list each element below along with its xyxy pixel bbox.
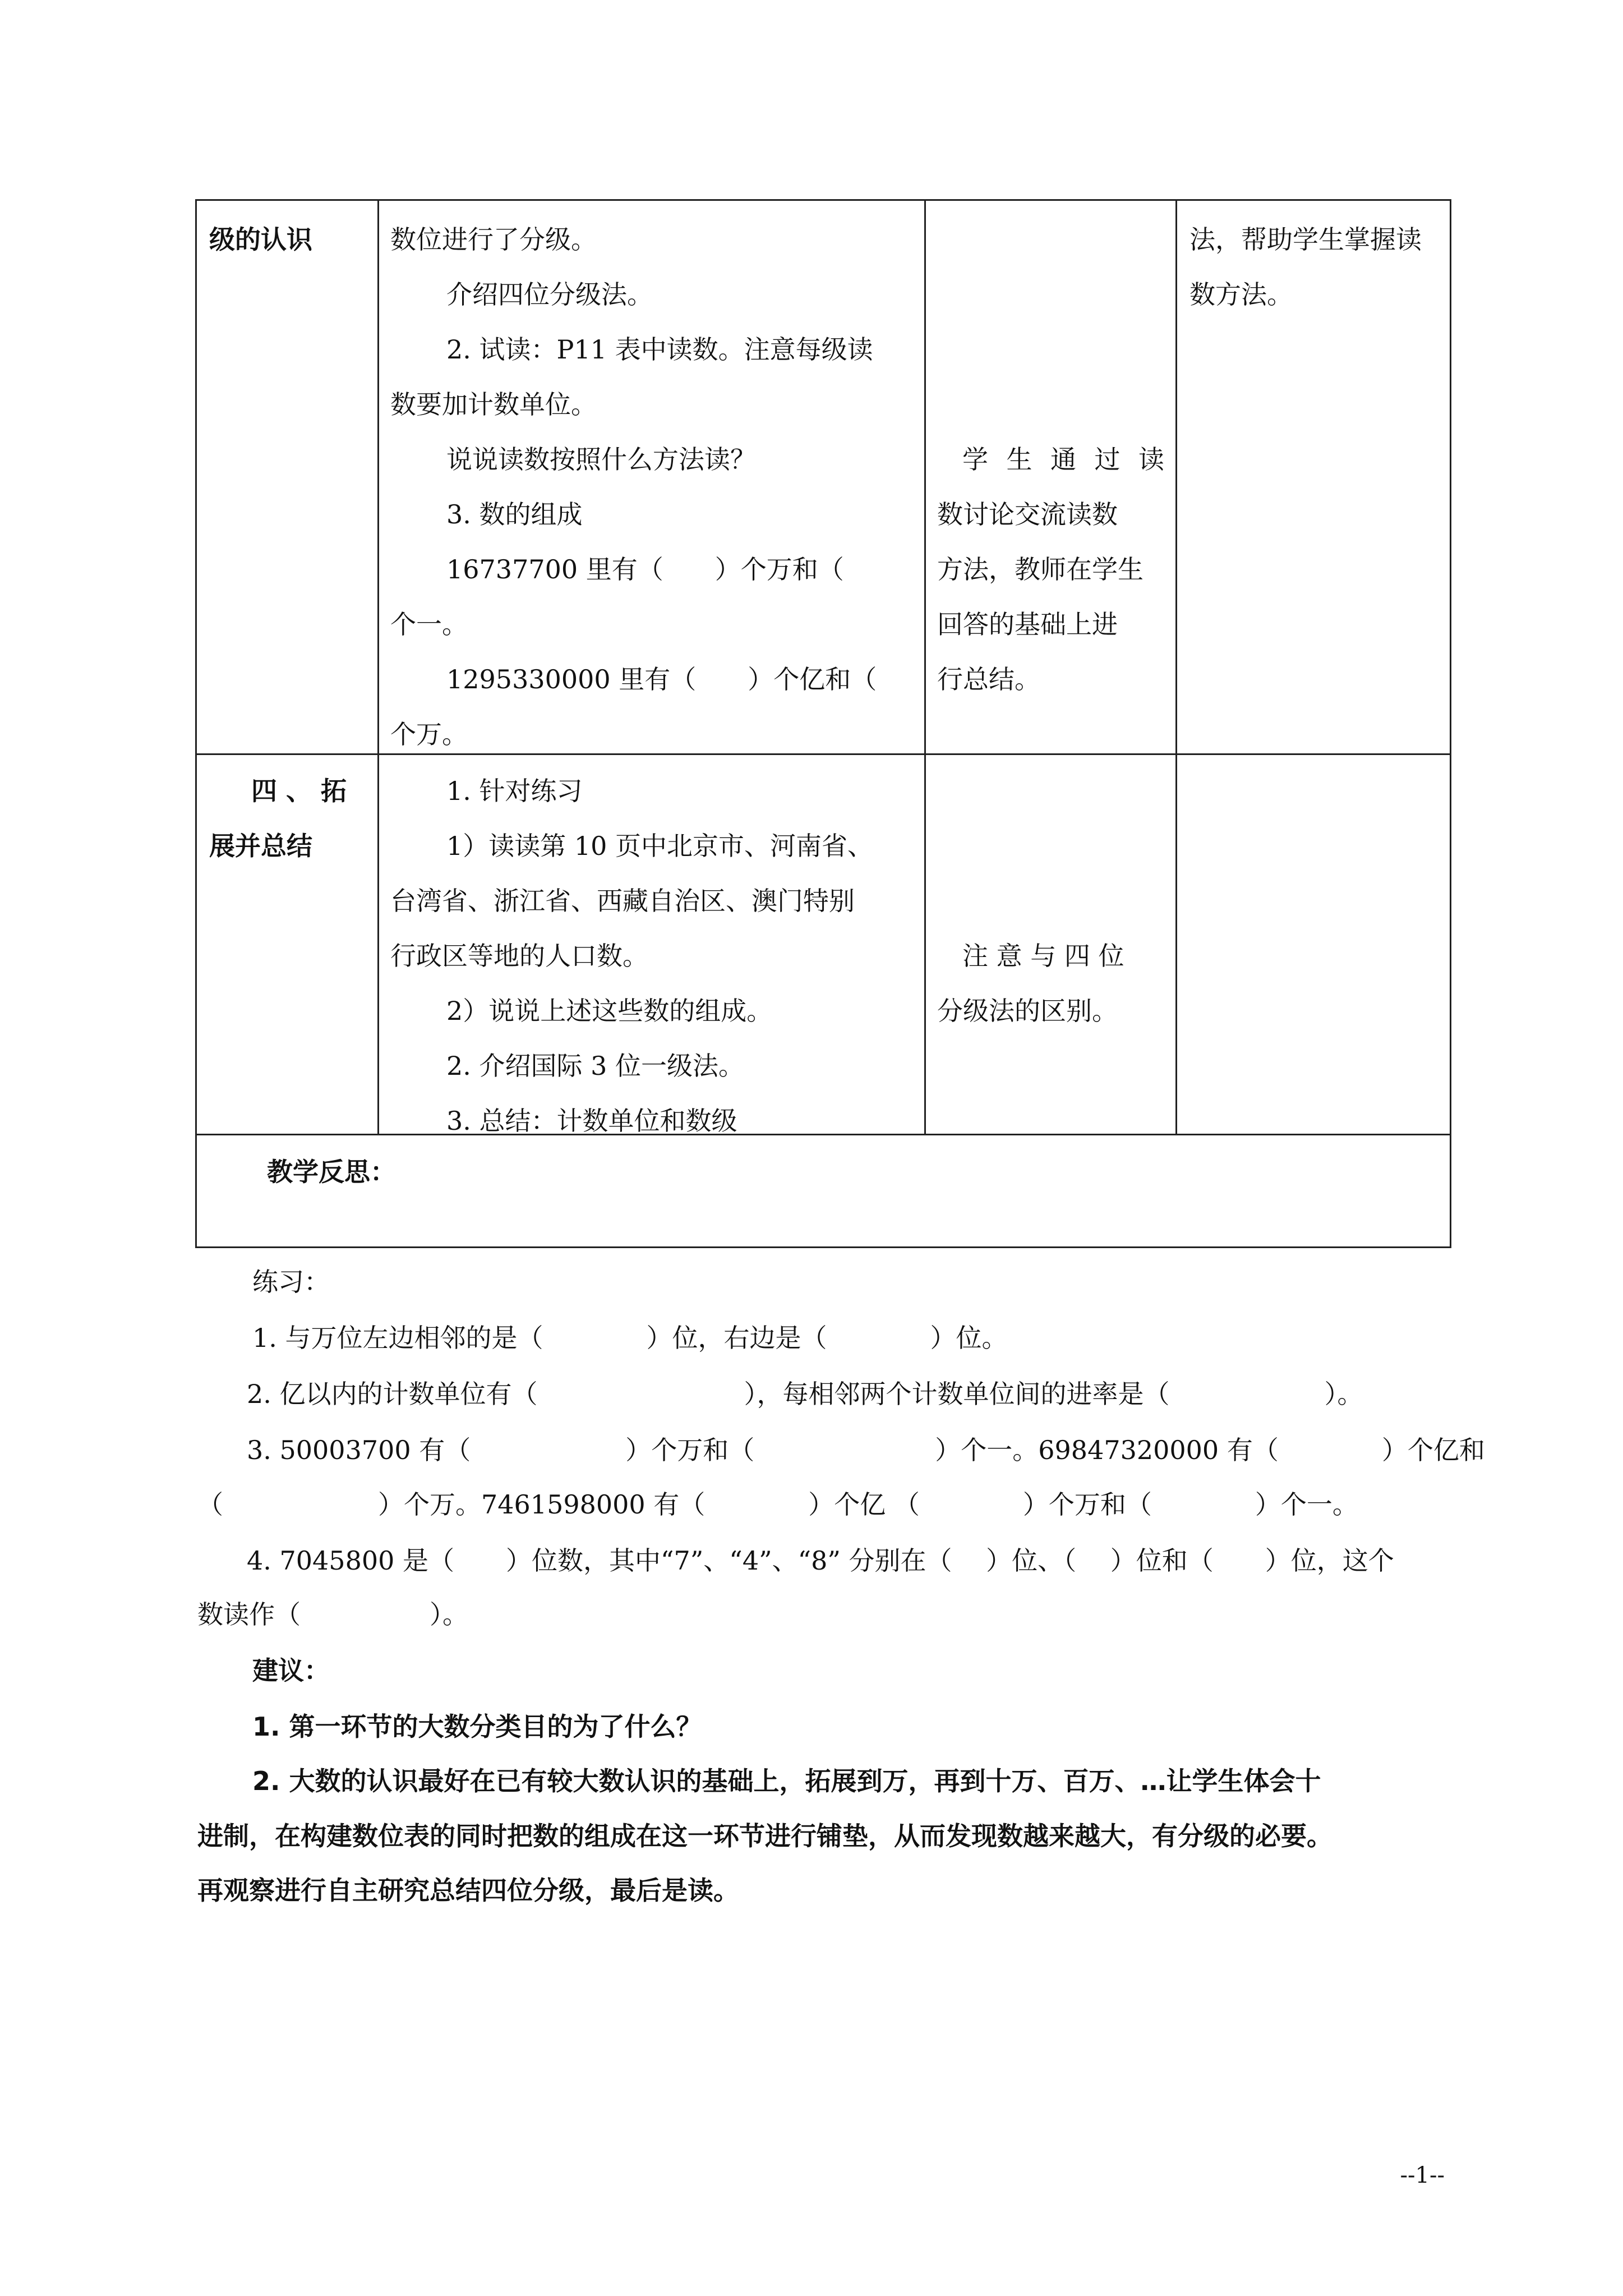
activity-line: 说说读数按照什么方法读？: [446, 444, 756, 475]
purpose-line: 法，帮助学生掌握读: [1189, 224, 1422, 255]
table-divider: [1175, 201, 1177, 1134]
exercise-item: （ ）个万。7461598000 有（ ）个亿 （ ）个万和（ ）个一。: [197, 1489, 1358, 1520]
purpose-line: 数方法。: [1189, 279, 1293, 310]
exercise-item: 3. 50003700 有（ ）个万和（ ）个一。69847320000 有（ ）个亿和: [247, 1435, 1485, 1465]
stage-cell: [209, 763, 366, 873]
activity-line: 个万。: [390, 719, 468, 749]
suggestion-item: 再观察进行自主研究总结四位分级，最后是读。: [197, 1875, 739, 1906]
suggestion-item: 2. 大数的认识最好在已有较大数认识的基础上，拓展到万，再到十万、百万、…让学生体会十: [252, 1766, 1321, 1796]
lesson-plan-table: [195, 199, 1451, 1248]
activity-line: 台湾省、浙江省、西藏自治区、澳门特别: [390, 886, 855, 916]
exercise-item: 4. 7045800 是（ ）位数，其中“7”、“4”、“8” 分别在（ ）位、（ ）位和（ ）位，这个: [247, 1545, 1394, 1576]
activity-line: 1. 针对练习: [446, 776, 583, 806]
stage-line: 四 、 拓: [251, 776, 347, 806]
activity-line: 2）说说上述这些数的组成。: [446, 996, 773, 1026]
activity-line: 3. 数的组成: [446, 499, 583, 530]
student-line: 行总结。: [937, 664, 1040, 694]
stage-cell: 级的认识: [209, 224, 312, 255]
suggestions-heading: 建议：: [252, 1655, 330, 1686]
purpose-cell: [1189, 212, 1442, 322]
reflection-label: 教学反思：: [267, 1157, 396, 1187]
activity-line: 个一。: [390, 609, 468, 639]
student-line: 分级法的区别。: [937, 996, 1118, 1026]
activity-line: 数位进行了分级。: [390, 224, 597, 255]
suggestion-item: 进制，在构建数位表的同时把数的组成在这一环节进行铺垫，从而发现数越来越大，有分级的必要。: [197, 1821, 1332, 1851]
student-line: 方法，教师在学生: [937, 554, 1144, 585]
student-cell: [937, 432, 1164, 707]
activity-line: 16737700 里有（ ）个万和（: [446, 554, 844, 585]
activity-line: 数要加计数单位。: [390, 389, 597, 420]
activity-line: 1）读读第 10 页中北京市、河南省、: [446, 831, 874, 861]
page-number: --1--: [1400, 2162, 1445, 2188]
student-cell: [937, 928, 1164, 1038]
activity-line: 2. 介绍国际 3 位一级法。: [446, 1051, 745, 1081]
student-line: 回答的基础上进: [937, 609, 1118, 639]
exercise-item: 1. 与万位左边相邻的是（ ）位，右边是（ ）位。: [252, 1323, 1008, 1353]
activity-cell: [390, 212, 912, 762]
student-line: 数讨论交流读数: [937, 499, 1118, 530]
suggestion-item: 1. 第一环节的大数分类目的为了什么？: [252, 1711, 702, 1742]
activity-line: 3. 总结：计数单位和数级: [446, 1106, 737, 1136]
student-line: 学生通过读: [962, 444, 1164, 475]
table-divider: [924, 201, 926, 1134]
activity-line: 行政区等地的人口数。: [390, 941, 648, 971]
exercise-item: 数读作（ ）。: [197, 1599, 468, 1630]
activity-cell: [390, 763, 912, 1148]
activity-line: 介绍四位分级法。: [446, 279, 653, 310]
exercise-item: 2. 亿以内的计数单位有（ ），每相邻两个计数单位间的进率是（ ）。: [247, 1379, 1363, 1409]
activity-line: 2. 试读：P11 表中读数。注意每级读: [446, 334, 873, 365]
table-divider: [377, 201, 379, 1134]
student-line: 注 意 与 四 位: [962, 941, 1124, 971]
activity-line: 1295330000 里有（ ）个亿和（: [446, 664, 877, 694]
stage-line: 展并总结: [209, 831, 312, 861]
exercises-heading: 练习：: [252, 1267, 330, 1297]
